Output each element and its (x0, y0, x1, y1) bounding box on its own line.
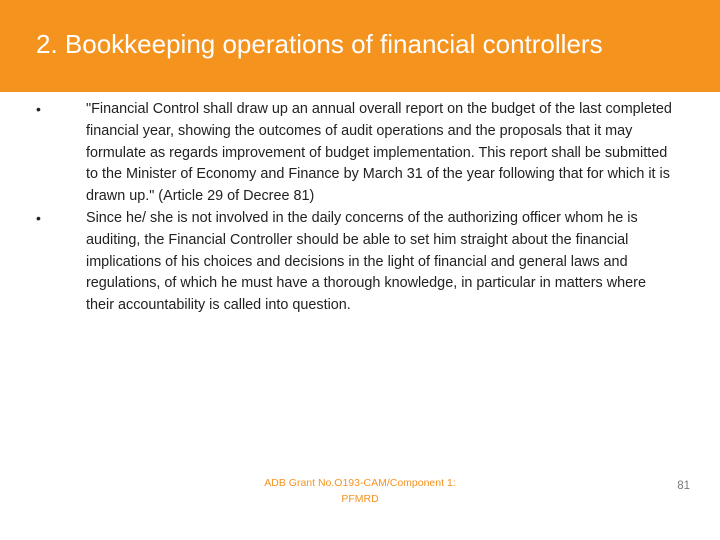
bullet-item (36, 99, 676, 208)
footer-line-1: ADB Grant No.O193-CAM/Component 1: (264, 477, 456, 489)
title-bar (0, 0, 720, 92)
footer-line-2: PFMRD (341, 493, 379, 505)
bullet-list (36, 99, 676, 317)
bullet-marker: • (36, 101, 41, 117)
bullet-text: Since he/ she is not involved in the daily concerns of the authorizing officer whom he is auditing, the Financial Controller should be able to set him straight about the financial implications of his choices and decisions in the light of financial and general laws and regulations, of which he must have a thorough knowledge, in particular in matters where their accountability is called into question. (86, 209, 646, 314)
bullet-item (36, 208, 676, 317)
bullet-text: "Financial Control shall draw up an annual overall report on the budget of the last completed financial year, showing the outcomes of audit operations and the proposals that it may formulate as regards improvement of budget implementation. This report shall be submitted to the Minister of Economy and Finance by March 31 of the year following that for which it is drawn up." (Article 29 of Decree 81) (86, 101, 672, 205)
slide-title: 2. Bookkeeping operations of financial controllers (36, 29, 603, 59)
page-number: 81 (677, 480, 690, 492)
footer-grant-label (255, 475, 465, 507)
bullet-marker: • (36, 209, 41, 226)
